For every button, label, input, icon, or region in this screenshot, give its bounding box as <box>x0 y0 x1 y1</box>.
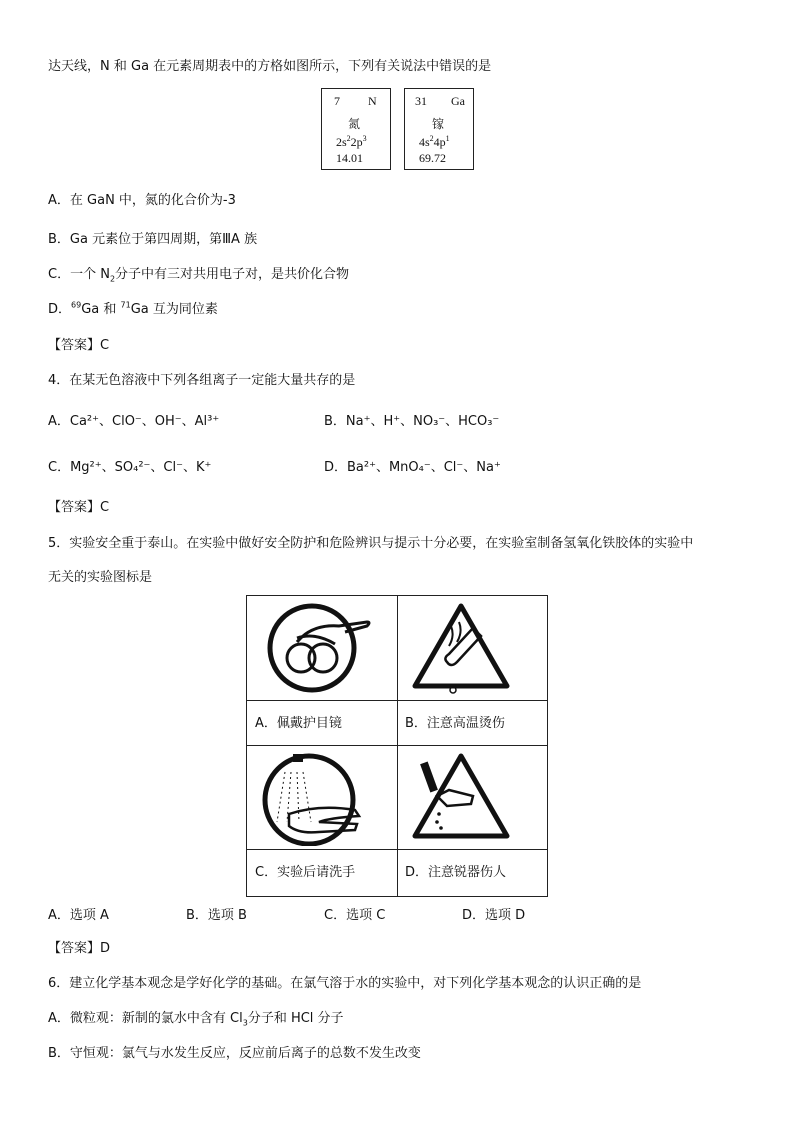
element-name: 镓 <box>432 117 445 131</box>
q5-option-a: A．选项 A <box>48 908 109 923</box>
q6-option-a: A．微粒观：新制的氯水中含有 $Cl_3$分子和 HCl 分子 <box>48 1011 344 1028</box>
icon-caption-c: C．实验后请洗手 <box>255 865 356 880</box>
q6-stem: 6．建立化学基本观念是学好化学的基础。在氯气溶于水的实验中，对下列化学基本观念的认识正确的是 <box>48 976 642 991</box>
icon-caption-a: A．佩戴护目镜 <box>255 716 342 731</box>
q4-option-b: B．Na⁺、H⁺、NO₃⁻、HCO₃⁻ <box>324 414 500 429</box>
atomic-number: 31 <box>415 94 427 108</box>
q5-option-c: C．选项 C <box>324 908 386 923</box>
q5-stem-line2: 无关的实验图标是 <box>48 570 153 585</box>
q4-option-a: A．Ca²⁺、ClO⁻、OH⁻、Al³⁺ <box>48 414 220 429</box>
safety-icon-grid <box>246 595 548 897</box>
q4-option-c: C．Mg²⁺、SO₄²⁻、Cl⁻、K⁺ <box>48 460 212 475</box>
q5-answer: 【答案】D <box>48 941 111 956</box>
element-symbol: N <box>368 94 377 108</box>
q6-option-b: B．守恒观：氯气与水发生反应，反应前后离子的总数不发生改变 <box>48 1046 421 1061</box>
q3-answer: 【答案】C <box>48 338 110 353</box>
atomic-number: 7 <box>334 94 340 108</box>
icon-caption-b: B．注意高温烫伤 <box>405 716 505 731</box>
icon-caption-d: D．注意锐器伤人 <box>405 865 507 880</box>
electron-config: $4s^24p^1$ <box>419 134 450 149</box>
element-box-gallium <box>404 88 474 170</box>
q4-option-d: D．Ba²⁺、MnO₄⁻、Cl⁻、Na⁺ <box>324 460 501 475</box>
q3-option-d: D．$^{69}$Ga 和 $^{71}$Ga 互为同位素 <box>48 300 218 317</box>
q5-option-d: D．选项 D <box>462 908 526 923</box>
element-symbol: Ga <box>451 94 465 108</box>
q3-option-b: B．Ga 元素位于第四周期，第ⅢA 族 <box>48 232 258 247</box>
element-name: 氮 <box>348 117 361 131</box>
q5-option-b: B．选项 B <box>186 908 247 923</box>
sharp-object-warning-icon <box>407 752 537 846</box>
hot-test-tube-warning-icon <box>407 602 537 696</box>
q3-option-c: C．一个 $N_2$分子中有三对共用电子对，是共价化合物 <box>48 267 350 284</box>
q3-option-a: A．在 GaN 中，氮的化合价为-3 <box>48 193 236 208</box>
q4-answer: 【答案】C <box>48 500 110 515</box>
element-box-nitrogen <box>321 88 391 170</box>
electron-config: $2s^22p^3$ <box>336 134 367 149</box>
q4-stem: 4．在某无色溶液中下列各组离子一定能大量共存的是 <box>48 373 356 388</box>
q5-stem-line1: 5．实验安全重于泰山。在实验中做好安全防护和危险辨识与提示十分必要，在实验室制备氢氧化铁胶体的实验中 <box>48 536 694 551</box>
atomic-mass: 14.01 <box>336 151 363 165</box>
question-intro: 达天线，N 和 Ga 在元素周期表中的方格如图所示，下列有关说法中错误的是 <box>48 59 492 74</box>
hand-washing-icon <box>259 752 379 846</box>
goggles-icon <box>267 602 377 694</box>
atomic-mass: 69.72 <box>419 151 446 165</box>
